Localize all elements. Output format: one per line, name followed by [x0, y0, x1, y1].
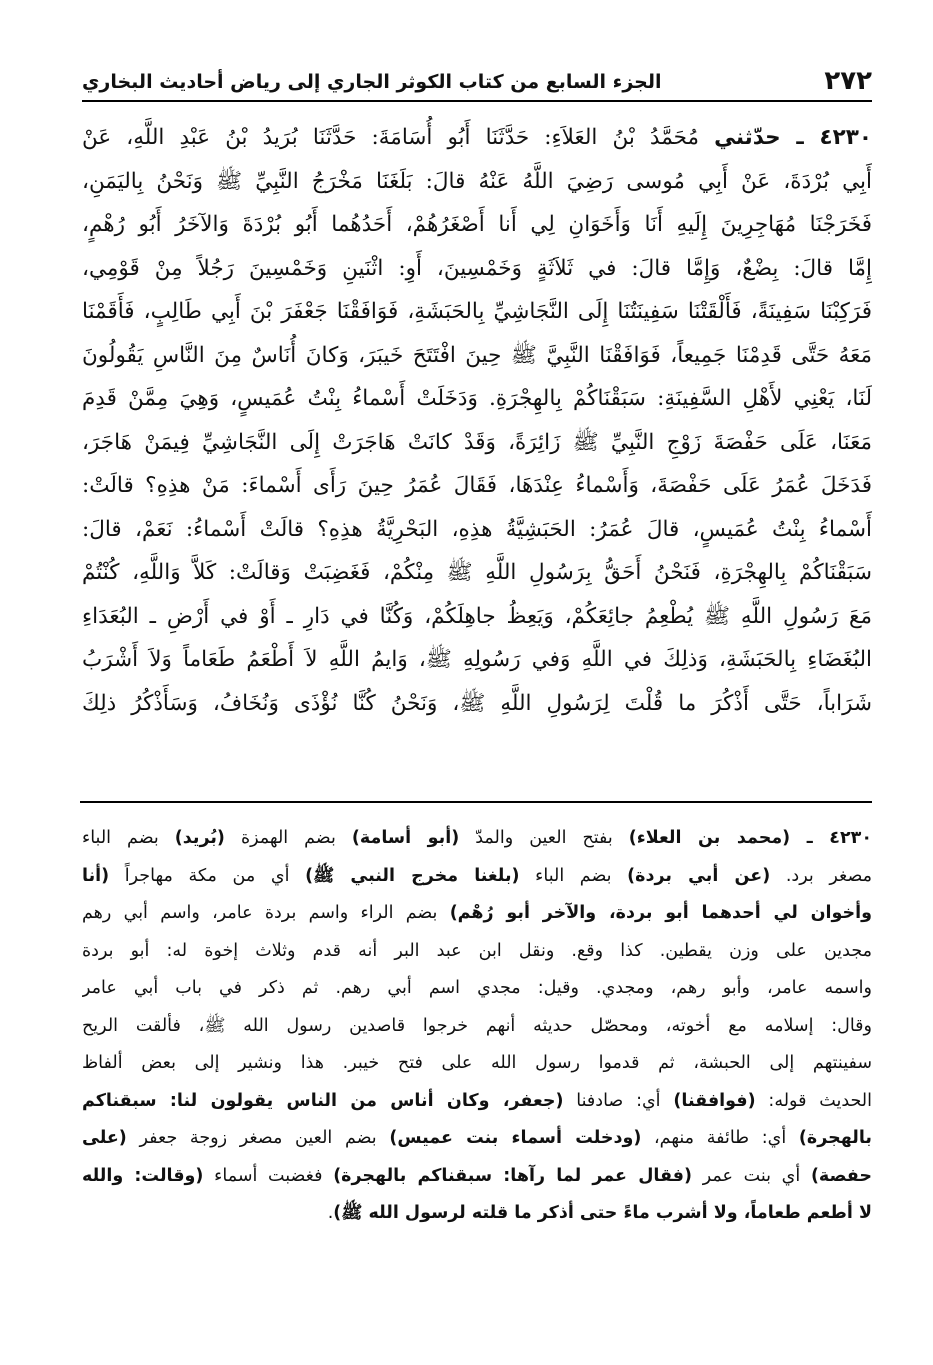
commentary-quoted-text: (محمد بن العلاء) — [628, 828, 791, 848]
footnote-separator — [80, 801, 872, 803]
hadith-line-text: مُحَمَّدُ بْنُ العَلاَءِ: حَدَّثَنَا أَبُو أُسَامَةَ: حَدَّثَنَا بُرَيدُ بْنُ عَبْدِ اللَّهِ، عَنْ — [82, 125, 715, 150]
hadith-line: لَنَا، يَعْنِي لأَهْلِ السَّفِينَةِ: سَبَقْنَاكُمْ بِالهِجْرَةِ. وَدَخَلَتْ أَسْماءُ بِنْتُ عُمَيسٍ، وَهِيَ مِمَّنْ قَدِمَ — [82, 386, 872, 411]
hadith-line: فَدَخَلَ عُمَرُ عَلَى حَفْصَةَ، وَأَسْماءُ عِنْدَهَا، فَقَالَ عُمَرُ حِينَ رَأَى أَسْماءَ: مَنْ هذِهِ؟ قالَتْ: — [82, 473, 872, 498]
commentary-quoted-text: (فقال عمر لما رآها: سبقناكم بالهجرة) — [333, 1165, 693, 1186]
commentary-quoted-text: (على — [82, 1128, 127, 1148]
hadith-line: مَعَهُ حَتَّى قَدِمْنَا جَمِيعاً، فَوَافَقْنَا النَّبِيَّ ﷺ حِينَ افْتَتَحَ خَيبَرَ، وَكانَ أُنَاسٌ مِنَ النَّاسِ يَقُولُونَ — [82, 342, 872, 368]
commentary-quoted-text: لا أطعم طعاماً، ولا أشرب ماءً حتى أذكر ما قلته لرسول الله ﷺ) — [333, 1203, 872, 1223]
commentary-line — [82, 858, 872, 896]
commentary-quoted-text: (جعفر، وكان أناس من الناس يقولون لنا: سبقناكم — [82, 1090, 564, 1111]
commentary-quoted-text: (عن أبي بردة) — [627, 865, 771, 886]
commentary-line — [82, 1045, 872, 1083]
hadith-line: أَبِي بُرْدَةَ، عَنْ أَبِي مُوسى رَضِيَ اللَّهُ عَنْهُ قالَ: بَلَغَنَا مَخْرَجُ النَّبِيِّ ﷺ وَنَحْنُ بِاليَمَنِ، — [82, 168, 872, 194]
commentary-line — [82, 1195, 872, 1233]
hadith-number: ٤٢٣٠ ـ حدّثني — [714, 125, 872, 150]
commentary-quoted-text: وأخوان لي أحدهما أبو بردة، والآخر أبو رُهْم) — [449, 903, 872, 923]
commentary-plain-text: بفتح العين والمدّ — [459, 828, 629, 848]
commentary-plain-text: أي من مكة مهاجراً — [109, 865, 306, 886]
page-header — [82, 52, 872, 102]
commentary-plain-text: سفينتهم إلى الحبشة، ثم قدموا رسول الله على فتح خيبر. هذا ونشير إلى بعض ألفاظ — [82, 1053, 872, 1073]
commentary-line — [82, 1008, 872, 1046]
hadith-line: أَسْماءُ بِنْتُ عُمَيسٍ، قالَ عُمَرُ: الحَبَشِيَّةُ هذِهِ، البَحْرِيَّةُ هذِهِ؟ قالَتْ أَسْماءُ: نَعَمْ، قالَ: — [82, 516, 872, 542]
hadith-line: مَعَنَا، عَلَى حَفْصَةَ زَوْجِ النَّبِيِّ ﷺ زَائِرَةً، وَقَدْ كانَتْ هَاجَرَتْ إِلَى النَّجَاشِيِّ فِيمَنْ هَاجَرَ، — [82, 429, 872, 455]
commentary-quoted-text: (أنا — [82, 865, 110, 886]
commentary-line — [82, 1120, 872, 1158]
commentary-plain-text: أي: طائفة منهم، — [641, 1128, 799, 1148]
commentary-quoted-text: (فوافقنا) — [673, 1090, 756, 1111]
hadith-line: إِمَّا قالَ: بِضْعٌ، وَإِمَّا قالَ: في ثَلاَثَةٍ وَخَمْسِينَ، أَوِ: اثْنَينِ وَخَمْسِينَ رَجُلاً مِنْ قَوْمِي، — [82, 255, 872, 281]
commentary-line — [82, 820, 872, 858]
commentary-text — [82, 820, 872, 1233]
commentary-quoted-text: بالهجرة) — [798, 1128, 872, 1148]
commentary-quoted-text: (وقالت: والله — [82, 1165, 204, 1186]
commentary-line — [82, 933, 872, 971]
commentary-quoted-text: (ودخلت أسماء بنت عميس) — [389, 1128, 642, 1148]
commentary-quoted-text: (أبو أسامة) — [351, 828, 460, 848]
commentary-line — [82, 1158, 872, 1196]
hadith-line: سَبَقْنَاكُمْ بِالهِجْرَةِ، فَنَحْنُ أَحَقُّ بِرَسُولِ اللَّهِ ﷺ مِنْكُمْ، فَغَضِبَتْ وَقالَتْ: كَلاَّ وَاللَّهِ، كُنْتُمْ — [82, 560, 872, 585]
commentary-quoted-text: (بُريد) — [174, 828, 225, 848]
hadith-line: البُغَضَاءِ بِالحَبَشَةِ، وَذلِكَ في اللَّهِ وَفي رَسُولِهِ ﷺ، وَايمُ اللَّهِ لاَ أَطْعَمُ طَعَاماً وَلاَ أَشْرَبُ — [82, 647, 872, 672]
running-title: الجزء السابع من كتاب الكوثر الجاري إلى رياض أحاديث البخاري — [82, 71, 662, 94]
commentary-plain-text: واسمه عامر، وأبو رهم، ومجدي. وقيل: مجدي اسم أبي رهم. ثم ذكر في باب أبي عامر — [82, 978, 872, 998]
commentary-plain-text: الحديث قوله: — [755, 1090, 872, 1111]
commentary-plain-text: بضم الهمزة — [224, 828, 352, 848]
commentary-plain-text: بضم الباء — [519, 865, 628, 886]
hadith-line: مَعَ رَسُولِ اللَّهِ ﷺ يُطْعِمُ جائِعَكُمْ، وَيَعِظُ جاهِلَكُمْ، وَكُنَّا في دَارِ ـ أَوْ في أَرْضِ ـ البُعَدَاءِ — [82, 603, 872, 629]
commentary-line — [82, 970, 872, 1008]
commentary-plain-text: . — [327, 1203, 334, 1223]
commentary-plain-text: مجدين على وزن يقطين. كذا وقع. ونقل ابن عبد البر أنه قدم وثلاث إخوة له: أبو بردة — [82, 940, 872, 961]
commentary-plain-text: بضم الباء — [82, 828, 175, 848]
commentary-plain-text: أي: صادفنا — [563, 1090, 674, 1111]
commentary-plain-text: وقال: إسلامه مع أخوته، ومحصّل حديثه أنهم خرجوا قاصدين رسول الله ﷺ، فألقت الريح — [82, 1015, 872, 1036]
commentary-quoted-text: (بلغنا مخرج النبي ﷺ) — [305, 865, 520, 886]
commentary-plain-text: أي بنت عمر — [692, 1165, 811, 1186]
hadith-line: فَرَكِبْنَا سَفِينَةً، فَأَلْقَتْنَا سَفِينَتُنَا إِلَى النَّجَاشِيِّ بِالحَبَشَةِ، فَوَافَقْنَا جَعْفَرَ بْنَ أَبِي طَالِبٍ، فَأَقَمْنَا — [82, 299, 872, 324]
hadith-line: شَرَاباً، حَتَّى أَذْكُرَ ما قُلْتَ لِرَسُولِ اللَّهِ ﷺ، وَنَحْنُ كُنَّا نُؤْذَى وَنُخَافُ، وَسَأَذْكُرُ ذلِكَ — [82, 690, 872, 716]
commentary-plain-text: بضم العين مصغر زوجة جعفر — [126, 1128, 390, 1148]
commentary-quoted-text: ٤٢٣٠ ـ — [790, 828, 872, 848]
commentary-plain-text: مصغر برد. — [770, 865, 872, 886]
commentary-plain-text: بضم الراء واسم بردة عامر، واسم أبي رهم — [82, 903, 450, 923]
hadith-text — [82, 116, 872, 725]
page-number: ٢٧٢ — [824, 66, 872, 96]
commentary-plain-text: فغضبت أسماء — [203, 1165, 334, 1186]
commentary-line — [82, 1083, 872, 1121]
hadith-line: فَخَرَجْنَا مُهَاجِرِينَ إِلَيهِ أَنَا وَأَخَوَانِ لِي أَنا أَصْغَرُهُمْ، أَحَدُهُما أَبُو بُرْدَةَ وَالآخَرُ أَبُو رُهْمٍ، — [82, 212, 872, 237]
commentary-line — [82, 895, 872, 933]
commentary-quoted-text: حفصة) — [810, 1165, 872, 1186]
hadith-line — [82, 116, 872, 160]
